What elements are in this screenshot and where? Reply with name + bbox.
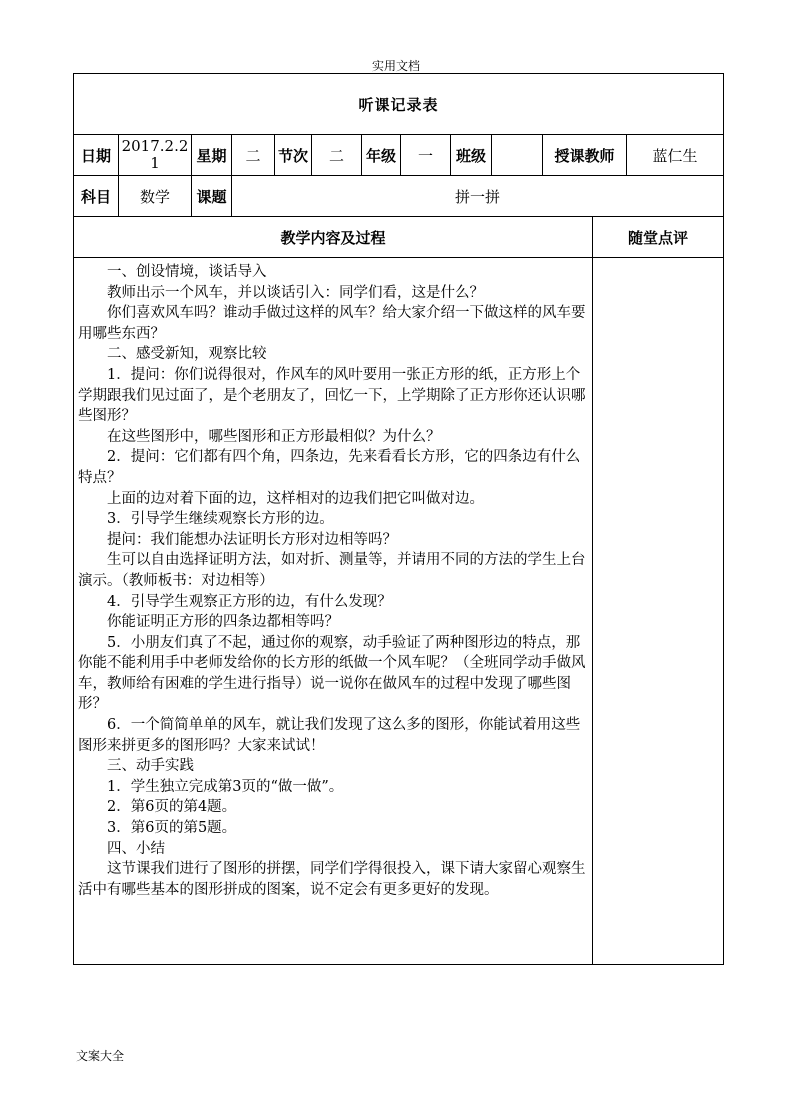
content-paragraph: 1．学生独立完成第3页的“做一做”。: [107, 778, 344, 795]
form-title: 听课记录表: [74, 74, 724, 135]
subject-value: 数学: [119, 176, 192, 217]
review-notes: [593, 258, 724, 965]
subject-row: [74, 176, 724, 217]
content-paragraph: 3．第6页的第5题。: [107, 820, 237, 837]
period-label: 节次: [275, 135, 312, 176]
content-paragraph: 一、创设情境，谈话导入: [107, 264, 267, 280]
content-row: [74, 258, 724, 965]
content-paragraph: 4．引导学生观察正方形的边，有什么发现？: [107, 593, 392, 610]
teacher-value: 蓝仁生: [627, 135, 724, 176]
page-header-note: 实用文档: [371, 59, 420, 73]
review-header: 随堂点评: [593, 217, 724, 258]
lesson-observation-form: [73, 73, 724, 965]
weekday-label: 星期: [192, 135, 232, 176]
class-value: [492, 135, 543, 176]
grade-label: 年级: [362, 135, 401, 176]
content-paragraph: 上面的边对着下面的边，这样相对的边我们把它叫做对边。: [107, 490, 484, 507]
content-paragraph: 5．小朋友们真了不起，通过你的观察，动手验证了两种图形边的特点，那你能不能利用手中老师发给你的长方形的纸做一个风车呢？（全班同学动手做风车，教师给有困难的学生进行指导）说一说你在做风车的过程中发现了哪些图形？: [78, 634, 586, 713]
content-paragraph: 这节课我们进行了图形的拼摆，同学们学得很投入，课下请大家留心观察生活中有哪些基本的图形拼成的图案，说不定会有更多更好的发现。: [78, 861, 586, 898]
content-paragraph: 2．提问：它们都有四个角，四条边，先来看看长方形，它的四条边有什么特点？: [78, 449, 581, 486]
period-value: 二: [312, 135, 362, 176]
section-header-row: [74, 217, 724, 258]
weekday-value: 二: [232, 135, 275, 176]
content-paragraph: 在这些图形中，哪些图形和正方形最相似？为什么？: [107, 428, 441, 445]
teaching-content: [74, 258, 593, 965]
teacher-label: 授课教师: [543, 135, 627, 176]
content-paragraph: 提问：我们能想办法证明长方形对边相等吗？: [107, 531, 397, 548]
content-paragraph: 教师出示一个风车，并以谈话引入：同学们看，这是什么？: [107, 284, 484, 301]
content-paragraph: 6．一个简简单单的风车，就让我们发现了这么多的图形，你能试着用这些图形来拼更多的图形吗？大家来试试！: [78, 717, 581, 754]
page-footer-note: 文案大全: [76, 1049, 125, 1063]
content-paragraph: 二、感受新知，观察比较: [107, 346, 267, 363]
content-paragraph: 你们喜欢风车吗？谁动手做过这样的风车？给大家介绍一下做这样的风车要用哪些东西？: [78, 305, 586, 342]
content-paragraph: 三、动手实践: [107, 758, 194, 775]
class-label: 班级: [451, 135, 492, 176]
info-row: [74, 135, 724, 176]
content-paragraph: 3．引导学生继续观察长方形的边。: [107, 511, 334, 528]
subject-label: 科目: [74, 176, 119, 217]
content-paragraph: 生可以自由选择证明方法，如对折、测量等，并请用不同的方法的学生上台演示。（教师板书：对边相等）: [78, 552, 586, 589]
date-value: 2017.2.21: [119, 135, 192, 176]
teaching-content-text: [74, 258, 592, 900]
content-paragraph: 1．提问：你们说得很对，作风车的风叶要用一张正方形的纸，正方形上个学期跟我们见过面了，是个老朋友了，回忆一下，上学期除了正方形你还认识哪些图形？: [78, 366, 586, 425]
topic-label: 课题: [192, 176, 232, 217]
date-label: 日期: [74, 135, 119, 176]
content-paragraph: 2．第6页的第4题。: [107, 799, 237, 816]
content-paragraph: 你能证明正方形的四条边都相等吗？: [107, 614, 339, 631]
content-paragraph: 四、小结: [107, 840, 165, 857]
grade-value: 一: [401, 135, 451, 176]
content-header: 教学内容及过程: [74, 217, 593, 258]
topic-value: 拼一拼: [232, 176, 724, 217]
